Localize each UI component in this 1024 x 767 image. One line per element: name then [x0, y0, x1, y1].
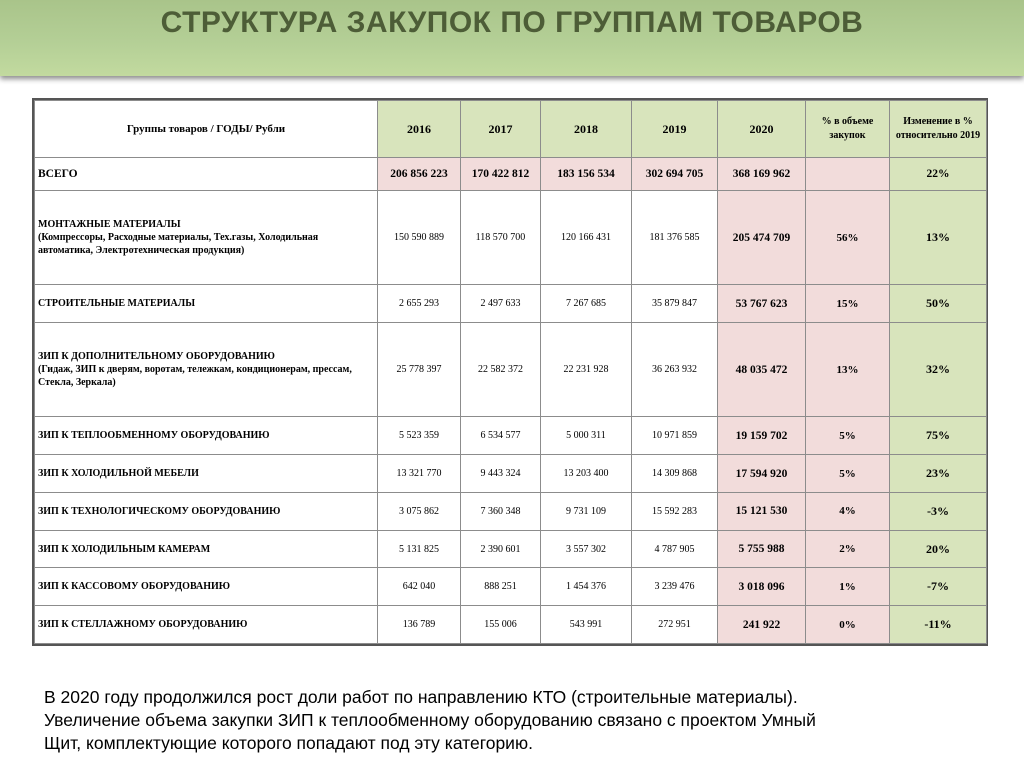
value-2016: 25 778 397	[378, 323, 461, 417]
value-2016: 5 523 359	[378, 417, 461, 455]
table-row	[35, 606, 987, 644]
header-2020: 2020	[718, 101, 806, 158]
value-change: 13%	[890, 191, 987, 285]
row-name: ЗИП К СТЕЛЛАЖНОМУ ОБОРУДОВАНИЮ	[35, 606, 378, 644]
value-2019: 4 787 905	[632, 530, 718, 568]
row-name: ЗИП К ДОПОЛНИТЕЛЬНОМУ ОБОРУДОВАНИЮ	[38, 351, 275, 363]
value-2016: 13 321 770	[378, 455, 461, 493]
value-change: -11%	[890, 606, 987, 644]
purchases-table-frame	[32, 98, 988, 646]
row-name: ВСЕГО	[35, 158, 378, 191]
value-2016: 3 075 862	[378, 492, 461, 530]
table-row	[35, 417, 987, 455]
row-name: МОНТАЖНЫЕ МАТЕРИАЛЫ	[38, 219, 181, 231]
row-name: ЗИП К ТЕПЛООБМЕННОМУ ОБОРУДОВАНИЮ	[35, 417, 378, 455]
value-2020: 17 594 920	[718, 455, 806, 493]
value-2016: 206 856 223	[378, 158, 461, 191]
value-2020: 19 159 702	[718, 417, 806, 455]
table-row	[35, 568, 987, 606]
table-row-total	[35, 158, 987, 191]
row-name-cell	[35, 323, 378, 417]
value-share: 15%	[806, 285, 890, 323]
value-2020: 15 121 530	[718, 492, 806, 530]
note-line: Щит, комплектующие которого попадают под эту категорию.	[44, 733, 533, 753]
value-2016: 5 131 825	[378, 530, 461, 568]
value-2018: 3 557 302	[541, 530, 632, 568]
value-2017: 155 006	[461, 606, 541, 644]
value-2018: 120 166 431	[541, 191, 632, 285]
table-row	[35, 530, 987, 568]
value-change: -3%	[890, 492, 987, 530]
value-change: 50%	[890, 285, 987, 323]
row-subtitle: (Компрессоры, Расходные материалы, Тех.газы, Холодильная автоматика, Электротехническая продукция)	[38, 232, 319, 257]
value-2017: 7 360 348	[461, 492, 541, 530]
value-2019: 302 694 705	[632, 158, 718, 191]
value-2019: 35 879 847	[632, 285, 718, 323]
value-2016: 2 655 293	[378, 285, 461, 323]
value-2018: 1 454 376	[541, 568, 632, 606]
value-2019: 36 263 932	[632, 323, 718, 417]
value-share: 5%	[806, 417, 890, 455]
value-2020: 53 767 623	[718, 285, 806, 323]
value-2019: 10 971 859	[632, 417, 718, 455]
row-subtitle: (Гидаж, ЗИП к дверям, воротам, тележкам, кондиционерам, прессам, Стекла, Зеркала)	[38, 364, 352, 389]
value-2016: 642 040	[378, 568, 461, 606]
header-group: Группы товаров / ГОДЫ/ Рубли	[35, 101, 378, 158]
value-2018: 13 203 400	[541, 455, 632, 493]
page-title: СТРУКТУРА ЗАКУПОК ПО ГРУППАМ ТОВАРОВ	[160, 6, 864, 39]
value-share: 0%	[806, 606, 890, 644]
value-2018: 9 731 109	[541, 492, 632, 530]
value-2020: 3 018 096	[718, 568, 806, 606]
value-2020: 241 922	[718, 606, 806, 644]
value-2019: 272 951	[632, 606, 718, 644]
value-change: 23%	[890, 455, 987, 493]
value-share: 1%	[806, 568, 890, 606]
value-2018: 183 156 534	[541, 158, 632, 191]
value-change: 32%	[890, 323, 987, 417]
value-share: 4%	[806, 492, 890, 530]
value-share: 13%	[806, 323, 890, 417]
row-name: ЗИП К ХОЛОДИЛЬНОЙ МЕБЕЛИ	[35, 455, 378, 493]
value-2019: 15 592 283	[632, 492, 718, 530]
value-2020: 368 169 962	[718, 158, 806, 191]
value-2016: 136 789	[378, 606, 461, 644]
header-change: Изменение в % относительно 2019	[890, 101, 987, 158]
header-2016: 2016	[378, 101, 461, 158]
row-name: ЗИП К КАССОВОМУ ОБОРУДОВАНИЮ	[35, 568, 378, 606]
value-2017: 6 534 577	[461, 417, 541, 455]
table-row	[35, 492, 987, 530]
value-change: 75%	[890, 417, 987, 455]
value-2018: 22 231 928	[541, 323, 632, 417]
header-share: % в объеме закупок	[806, 101, 890, 158]
value-2018: 543 991	[541, 606, 632, 644]
value-share	[806, 158, 890, 191]
value-share: 5%	[806, 455, 890, 493]
value-2017: 22 582 372	[461, 323, 541, 417]
table-row	[35, 455, 987, 493]
row-name: ЗИП К ХОЛОДИЛЬНЫМ КАМЕРАМ	[35, 530, 378, 568]
note-line: В 2020 году продолжился рост доли работ по направлению КТО (строительные материалы).	[44, 687, 798, 707]
value-2017: 9 443 324	[461, 455, 541, 493]
value-2017: 170 422 812	[461, 158, 541, 191]
table-row	[35, 285, 987, 323]
value-share: 56%	[806, 191, 890, 285]
table-row	[35, 191, 987, 285]
value-2019: 181 376 585	[632, 191, 718, 285]
value-change: 22%	[890, 158, 987, 191]
table-row	[35, 323, 987, 417]
value-2020: 205 474 709	[718, 191, 806, 285]
value-2017: 118 570 700	[461, 191, 541, 285]
note-line: Увеличение объема закупки ЗИП к теплообменному оборудованию связано с проектом Умный	[44, 710, 816, 730]
value-2020: 48 035 472	[718, 323, 806, 417]
value-2017: 2 390 601	[461, 530, 541, 568]
table-header-row	[35, 101, 987, 158]
value-change: -7%	[890, 568, 987, 606]
value-2018: 7 267 685	[541, 285, 632, 323]
value-change: 20%	[890, 530, 987, 568]
value-2018: 5 000 311	[541, 417, 632, 455]
value-share: 2%	[806, 530, 890, 568]
value-2020: 5 755 988	[718, 530, 806, 568]
purchases-table	[34, 100, 987, 644]
value-2017: 888 251	[461, 568, 541, 606]
header-2017: 2017	[461, 101, 541, 158]
row-name-cell	[35, 191, 378, 285]
value-2019: 14 309 868	[632, 455, 718, 493]
value-2017: 2 497 633	[461, 285, 541, 323]
row-name: ЗИП К ТЕХНОЛОГИЧЕСКОМУ ОБОРУДОВАНИЮ	[35, 492, 378, 530]
value-2016: 150 590 889	[378, 191, 461, 285]
header-2018: 2018	[541, 101, 632, 158]
value-2019: 3 239 476	[632, 568, 718, 606]
summary-note	[44, 686, 984, 755]
header-2019: 2019	[632, 101, 718, 158]
row-name: СТРОИТЕЛЬНЫЕ МАТЕРИАЛЫ	[35, 285, 378, 323]
